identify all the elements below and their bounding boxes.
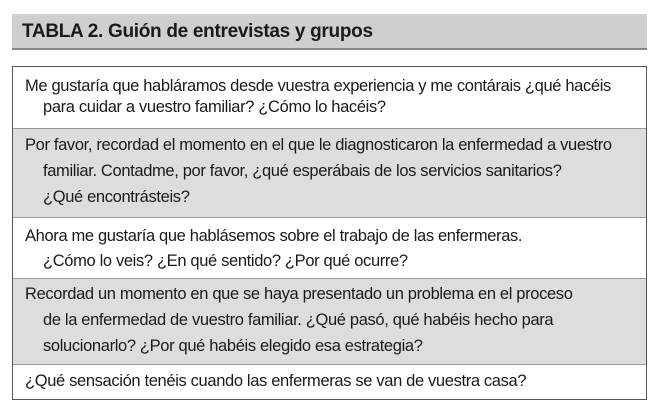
row-text-line: Recordad un momento en que se haya presentado un problema en el proceso	[25, 285, 573, 303]
row-text-line: Me gustaría que habláramos desde vuestra experiencia y me contárais ¿qué hacéis	[25, 77, 611, 95]
table-title: TABLA 2. Guión de entrevistas y grupos	[22, 21, 373, 42]
table-row	[13, 128, 646, 217]
table-row	[13, 217, 646, 278]
row-text-line: Por favor, recordad el momento en el que le diagnosticaron la enfermedad a vuestro	[25, 136, 612, 154]
row-text-line: ¿Qué encontrásteis?	[43, 188, 190, 206]
row-text-line: ¿Cómo lo veis? ¿En qué sentido? ¿Por qué ocurre?	[43, 252, 408, 270]
table-title-bar	[12, 14, 647, 50]
table-row	[13, 67, 646, 128]
interview-guide-table	[12, 66, 647, 400]
row-text-line: solucionarlo? ¿Por qué habéis elegido esa estrategia?	[43, 337, 423, 355]
row-text-line: ¿Qué sensación tenéis cuando las enfermeras se van de vuestra casa?	[25, 372, 527, 390]
row-text-line: familiar. Contadme, por favor, ¿qué esperábais de los servicios sanitarios?	[43, 162, 562, 180]
table-row	[13, 278, 646, 364]
row-text-line: Ahora me gustaría que hablásemos sobre el trabajo de las enfermeras.	[25, 227, 523, 245]
table-row	[13, 364, 646, 399]
row-text-line: para cuidar a vuestro familiar? ¿Cómo lo hacéis?	[43, 98, 386, 116]
row-text-line: de la enfermedad de vuestro familiar. ¿Qué pasó, qué habéis hecho para	[43, 311, 554, 329]
